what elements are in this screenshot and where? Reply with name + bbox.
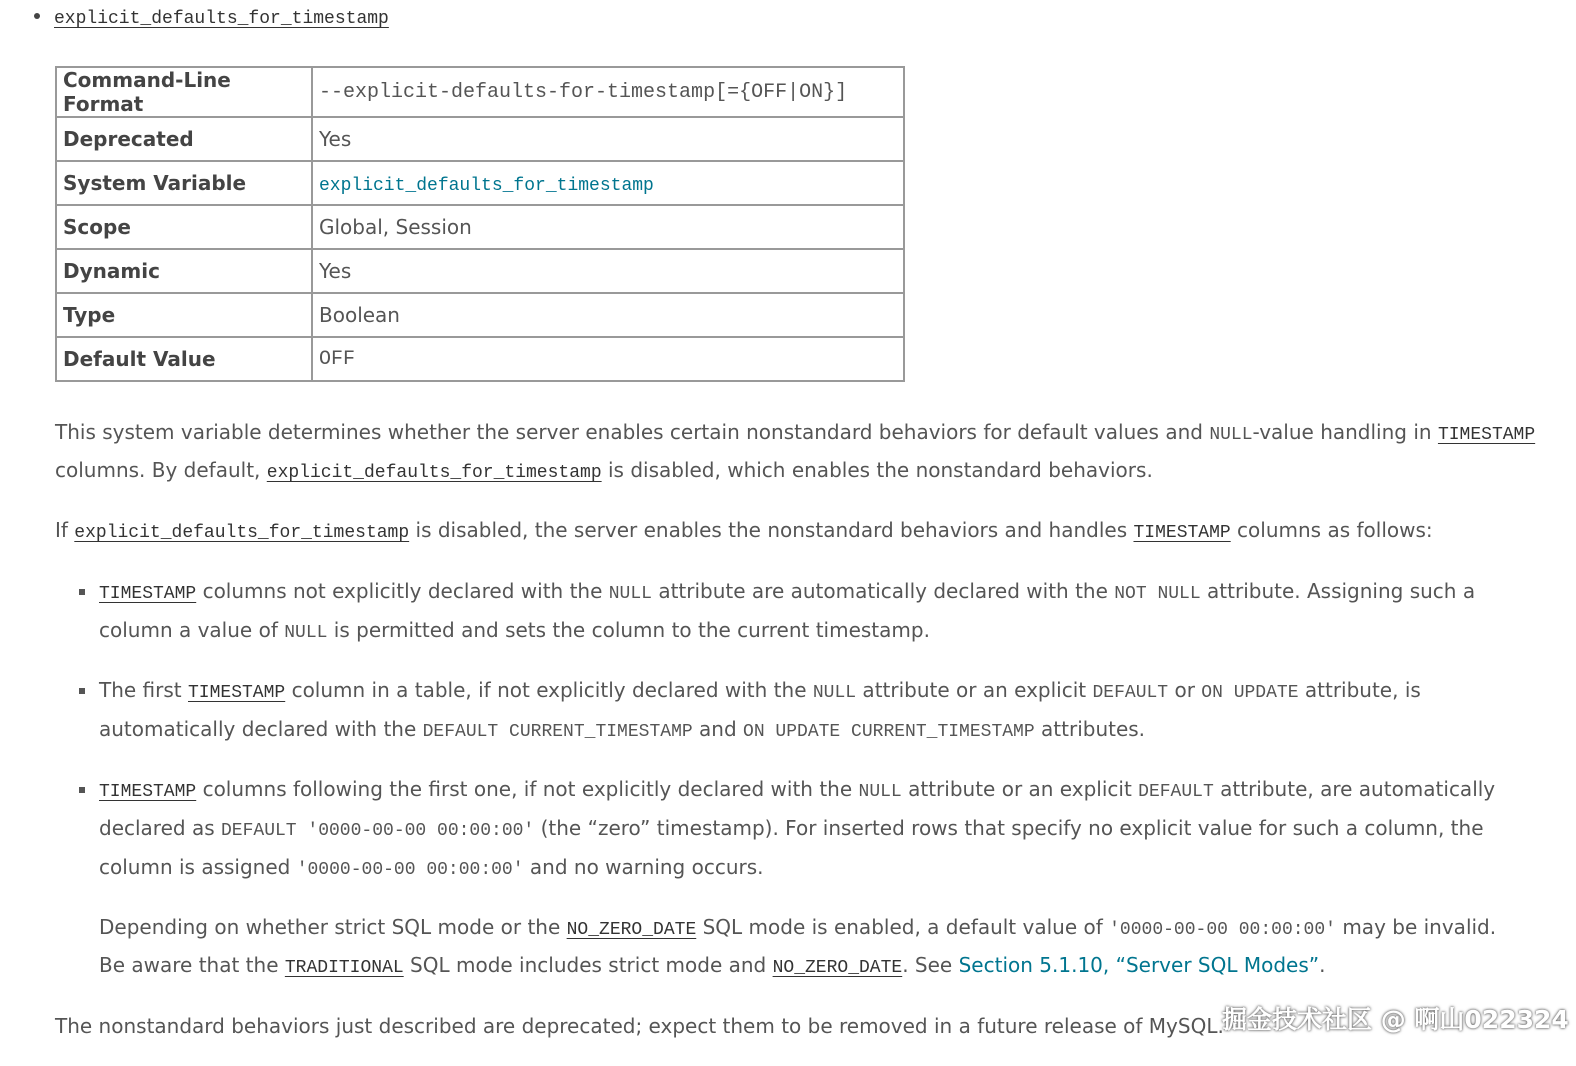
table-row <box>56 293 904 337</box>
list-item-continued: column a value of NULL is permitted and sets the column to the current timestamp. <box>99 618 930 643</box>
row-label: Type <box>56 293 312 337</box>
list-item: TIMESTAMP columns not explicitly declared with the NULL attribute are automatically declared with the NOT NULL attribute. Assigning such a <box>99 579 1476 604</box>
table-row <box>56 337 904 381</box>
variable-name-link[interactable]: explicit_defaults_for_timestamp <box>54 9 389 29</box>
row-value: Yes <box>312 249 904 293</box>
row-value: --explicit-defaults-for-timestamp[={OFF|ON}] <box>312 67 904 117</box>
row-label: Dynamic <box>56 249 312 293</box>
timestamp-link[interactable]: TIMESTAMP <box>188 683 286 703</box>
bullet-dot-icon <box>34 13 40 19</box>
square-bullet-icon <box>79 589 85 595</box>
table-row <box>56 67 904 117</box>
watermark: 掘金技术社区 @ 啊山022324 <box>1222 1005 1569 1034</box>
table-row <box>56 161 904 205</box>
row-value: Boolean <box>312 293 904 337</box>
paragraph-intro-line-1: This system variable determines whether the server enables certain nonstandard behaviors for default values and NULL-value handling in TIMESTAMP <box>55 420 1536 445</box>
timestamp-link[interactable]: TIMESTAMP <box>99 584 197 604</box>
row-label: Scope <box>56 205 312 249</box>
list-item: The first TIMESTAMP column in a table, if not explicitly declared with the NULL attribute or an explicit DEFAULT or ON UPDATE attribute, is <box>99 678 1421 703</box>
top-list-item <box>34 4 389 29</box>
code-null: NULL <box>1209 425 1253 445</box>
square-bullet-icon <box>79 688 85 694</box>
list-item-continued: declared as DEFAULT '0000-00-00 00:00:00' (the “zero” timestamp). For inserted rows that specify no explicit value for such a column, the <box>99 816 1484 841</box>
paragraph-disabled: If explicit_defaults_for_timestamp is disabled, the server enables the nonstandard behaviors and handles TIMESTAMP columns as follows: <box>55 518 1433 543</box>
row-label: Deprecated <box>56 117 312 161</box>
paragraph-strict-mode: Depending on whether strict SQL mode or the NO_ZERO_DATE SQL mode is enabled, a default value of '0000-00-00 00:00:00' may be invalid. <box>99 915 1497 940</box>
square-bullet-icon <box>79 787 85 793</box>
list-item-continued: column is assigned '0000-00-00 00:00:00' and no warning occurs. <box>99 855 764 880</box>
timestamp-link[interactable]: TIMESTAMP <box>1133 523 1231 543</box>
table-row <box>56 249 904 293</box>
paragraph-strict-mode-continued: Be aware that the TRADITIONAL SQL mode includes strict mode and NO_ZERO_DATE. See Section 5.1.10, “Server SQL Modes”. <box>99 953 1326 978</box>
row-label: System Variable <box>56 161 312 205</box>
no-zero-date-link[interactable]: NO_ZERO_DATE <box>566 920 697 940</box>
row-value: OFF <box>312 337 904 381</box>
table-row <box>56 117 904 161</box>
row-label: Command-Line Format <box>56 67 312 117</box>
variable-link[interactable]: explicit_defaults_for_timestamp <box>266 463 602 483</box>
sql-modes-section-link[interactable]: Section 5.1.10, “Server SQL Modes” <box>958 953 1320 977</box>
system-variable-link[interactable]: explicit_defaults_for_timestamp <box>319 175 654 196</box>
paragraph-deprecated: The nonstandard behaviors just described are deprecated; expect them to be removed in a future release of MySQL. <box>55 1014 1224 1038</box>
table-row <box>56 205 904 249</box>
row-value: Yes <box>312 117 904 161</box>
traditional-link[interactable]: TRADITIONAL <box>284 958 404 978</box>
no-zero-date-link[interactable]: NO_ZERO_DATE <box>772 958 903 978</box>
row-label: Default Value <box>56 337 312 381</box>
timestamp-link[interactable]: TIMESTAMP <box>99 782 197 802</box>
options-table <box>55 66 905 382</box>
paragraph-intro-line-2: columns. By default, explicit_defaults_for_timestamp is disabled, which enables the nonstandard behaviors. <box>55 458 1153 483</box>
list-item-continued: automatically declared with the DEFAULT CURRENT_TIMESTAMP and ON UPDATE CURRENT_TIMESTAMP attributes. <box>99 717 1146 742</box>
list-item: TIMESTAMP columns following the first one, if not explicitly declared with the NULL attribute or an explicit DEFAULT attribute, are automatically <box>99 777 1496 802</box>
variable-link[interactable]: explicit_defaults_for_timestamp <box>74 523 410 543</box>
timestamp-link[interactable]: TIMESTAMP <box>1437 425 1536 445</box>
row-value: Global, Session <box>312 205 904 249</box>
